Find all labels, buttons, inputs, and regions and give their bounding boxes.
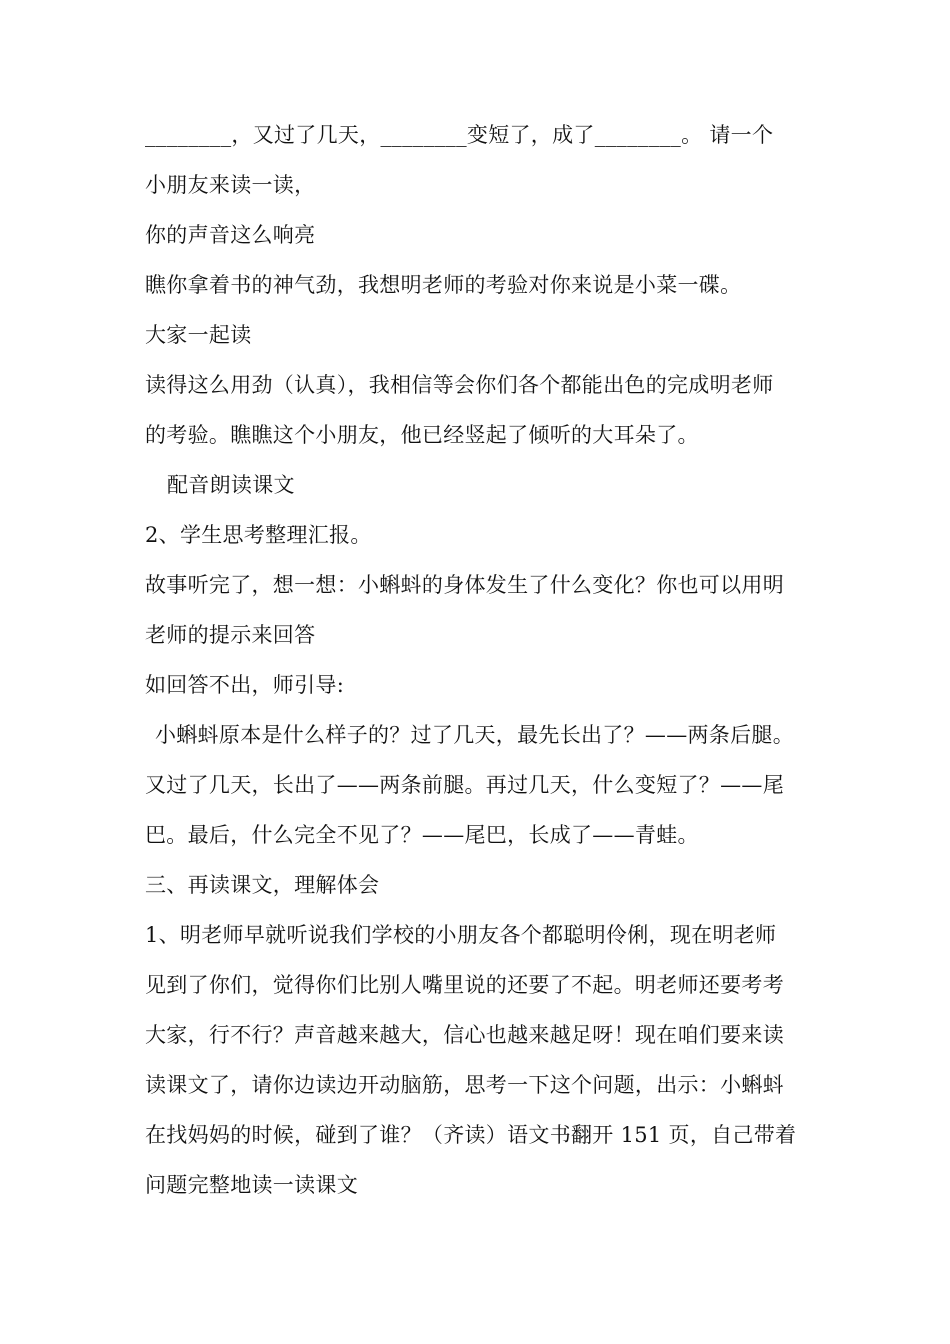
text-line-3: 你的声音这么响亮 [145, 223, 316, 247]
text-line-21: 在找妈妈的时候，碰到了谁？（齐读）语文书翻开 151 页，自己带着 [145, 1123, 797, 1147]
text-line-14: 又过了几天，长出了——两条前腿。再过几天，什么变短了？——尾 [145, 773, 784, 797]
text-line-11: 老师的提示来回答 [145, 623, 316, 647]
text-line-9: 2、学生思考整理汇报。 [145, 523, 372, 547]
text-line-20: 读课文了，请你边读边开动脑筋，思考一下这个问题，出示：小蝌蚪 [145, 1073, 784, 1097]
text-line-13: 小蝌蚪原本是什么样子的？过了几天，最先长出了？——两条后腿。 [155, 723, 794, 747]
text-line-1: ________，又过了几天，________变短了，成了________。 请一个 [145, 123, 774, 147]
text-line-15: 巴。最后，什么完全不见了？——尾巴，长成了——青蛙。 [145, 823, 699, 847]
text-line-5: 大家一起读 [145, 323, 252, 347]
text-line-4: 瞧你拿着书的神气劲，我想明老师的考验对你来说是小菜一碟。 [145, 273, 742, 297]
text-line-17: 1、明老师早就听说我们学校的小朋友各个都聪明伶俐，现在明老师 [145, 923, 777, 947]
text-line-18: 见到了你们，觉得你们比别人嘴里说的还要了不起。明老师还要考考 [145, 973, 784, 997]
text-line-2: 小朋友来读一读， [145, 173, 316, 197]
text-line-10: 故事听完了，想一想：小蝌蚪的身体发生了什么变化？你也可以用明 [145, 573, 784, 597]
text-line-8: 配音朗读课文 [167, 473, 295, 497]
text-line-19: 大家，行不行？声音越来越大，信心也越来越足呀！现在咱们要来读 [145, 1023, 784, 1047]
text-line-7: 的考验。瞧瞧这个小朋友，他已经竖起了倾听的大耳朵了。 [145, 423, 699, 447]
text-line-6: 读得这么用劲（认真），我相信等会你们各个都能出色的完成明老师 [145, 373, 774, 397]
text-line-12: 如回答不出，师引导: [145, 673, 345, 697]
text-line-16: 三、再读课文，理解体会 [145, 873, 380, 897]
text-line-22: 问题完整地读一读课文 [145, 1173, 358, 1197]
